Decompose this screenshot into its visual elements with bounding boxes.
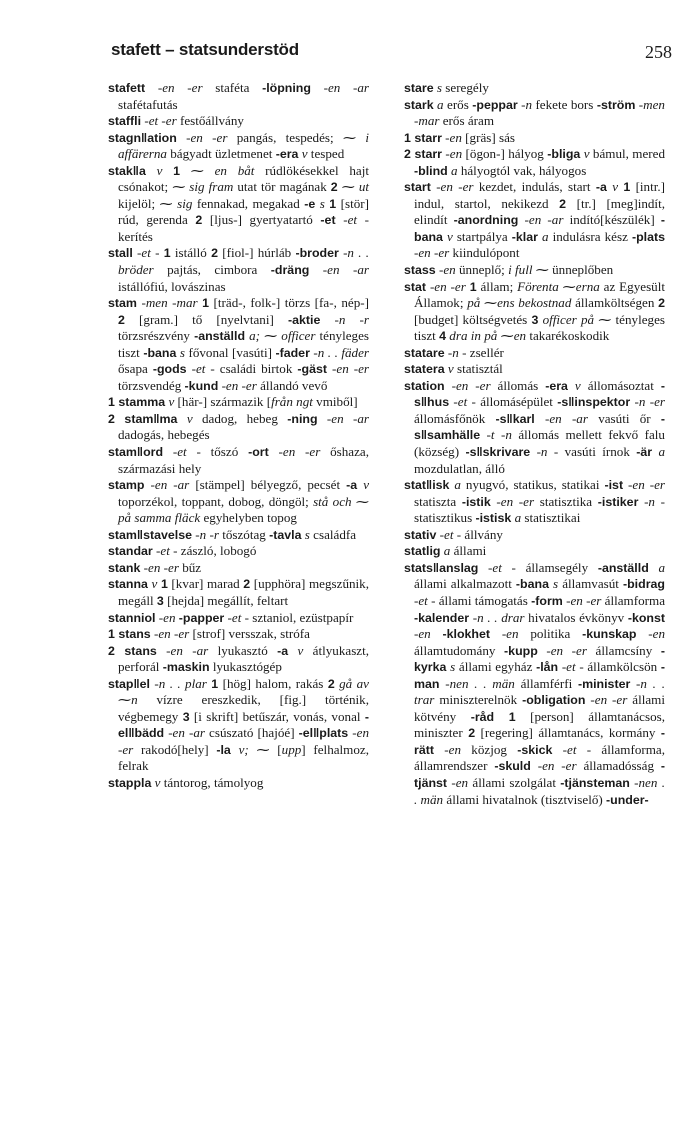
dictionary-entry: start -en -er kezdet, indulás, start -a v 1 [intr.] indul, startol, nekikezd 2 [tr.] [meg]indít, elindít -anordning -en -ar indító[készülék] -bana v startpálya -klar a indulásra kész -plats -en -er kiindulópont <box>404 179 666 261</box>
dictionary-entry: 1 stamma v [här-] származik [från ngt vmiből] <box>108 394 358 410</box>
left-column <box>108 80 369 792</box>
dictionary-entry: station -en -er állomás -era v állomásoztat -s‖hus -et - állomásépület -s‖inspektor -n -er állomásfőnök -s‖karl -en -ar vasúti őr -s‖samhälle -t -n állomás mellett fekvő falu (község) -s‖skrivare -n - vasúti írnok -är a mozdulatlan, álló <box>404 377 665 476</box>
dictionary-entry: statare -n - zsellér <box>404 344 504 360</box>
dictionary-entry: stam‖stavelse -n -r tőszótag -tavla s családfa <box>108 526 357 542</box>
dictionary-entry: stat -en -er 1 állam; Förenta ⁓erna az Egyesült Államok; på ⁓ens bekostnad államköltségen 2 [budget] költségvetés 3 officer på ⁓ tényleges tiszt 4 dra in på ⁓en takarékoskodik <box>404 278 665 344</box>
dictionary-entry: 1 starr -en [gräs] sás <box>404 129 515 145</box>
dictionary-entry: stativ -et - állvány <box>404 526 503 542</box>
dictionary-entry: standar -et - zászló, lobogó <box>108 543 257 559</box>
dictionary-entry: stank -en -er bűz <box>108 559 202 575</box>
dictionary-entry: stark a erős -peppar -n fekete bors -ström -men -mar erős áram <box>404 96 665 129</box>
dictionary-entry: stam -men -mar 1 [träd-, folk-] törzs [fa-, nép-] 2 [gram.] tő [nyelvtani] -aktie -n -r törzsrészvény -anställd a; ⁓ officer tényleges tiszt -bana s fővonal [vasúti] -fader -n . . fäder ősapa -gods -et - családi birtok -gäst -en -er törzsvendég -kund -en -er állandó vevő <box>108 295 370 393</box>
dictionary-entry: stats‖anslag -et - államsegély -anställd a állami alkalmazott -bana s államvasút -bidrag -et - állami támogatás -form -en -er államforma -kalender -n . . drar hivatalos évkönyv -konst -en -klokhet -en politika -kunskap -en államtudomány -kupp -en -er államcsíny -kyrka s állami egyház -lån -et - államkölcsön -man -nen . . män államférfi -minister -n . . trar miniszterelnök -obligation -en -er állami kötvény -råd 1 [person] államtanácsos, miniszter 2 [regering] államtanács, kormány -rätt -en közjog -skick -et - államforma, államrendszer -skuld -en -er államadósság -tjänst -en állami szolgálat -tjänsteman -nen . . män állami hivatalnok (tisztviselő) -under- <box>404 559 666 807</box>
running-head: stafett – statsunderstöd <box>111 40 299 59</box>
dictionary-entry: stagn‖ation -en -er pangás, tespedés; ⁓ i affärerna bágyadt üzletmenet -era v tesped <box>108 129 369 162</box>
dictionary-entry: 2 stam‖ma v dadog, hebeg -ning -en -ar dadogás, hebegés <box>108 410 370 443</box>
dictionary-entry: 2 stans -en -ar lyukasztó -a v átlyukaszt, perforál -maskin lyukasztógép <box>108 642 370 675</box>
dictionary-entry: statera v statisztál <box>404 361 503 377</box>
page-number: 258 <box>645 42 672 62</box>
dictionary-entry: stat‖isk a nyugvó, statikus, statikai -ist -en -er statiszta -istik -en -er statisztika -istiker -n - statisztikus -istisk a statisztikai <box>404 477 665 526</box>
dictionary-entry: stafett -en -er staféta -löpning -en -ar stafétafutás <box>108 80 370 112</box>
dictionary-entry: statlig a állami <box>404 543 487 559</box>
dictionary-entry: stanna v 1 [kvar] marad 2 [upphöra] megszűnik, megáll 3 [hejda] megállít, feltart <box>108 576 369 608</box>
dictionary-entry: stap‖el -n . . plar 1 [hög] halom, rakás 2 gå av ⁓n vízre ereszkedik, [fig.] történik, végbemegy 3 [i skrift] betűszár, vonás, vonal -el‖bädd -en -ar csúszató [hajóé] -el‖plats -en -er rakodó[hely] -la v; ⁓ [upp] felhalmoz, felrak <box>108 675 370 774</box>
dictionary-entry: stanniol -en -papper -et - sztaniol, ezüstpapír <box>108 609 354 625</box>
dictionary-entry: stall -et - 1 istálló 2 [fiol-] húrláb -broder -n . . bröder pajtás, cimbora -dräng -en -ar istállófiú, lovászinas <box>108 245 369 294</box>
dictionary-entry: stam‖ord -et - tőszó -ort -en -er őshaza, származási hely <box>108 444 369 476</box>
right-column <box>404 80 665 808</box>
dictionary-entry: stak‖a v 1 ⁓ en båt rúdlökésekkel hajt csónakot; ⁓ sig fram utat tör magának 2 ⁓ ut kijelöl; ⁓ sig fennakad, megakad -e s 1 [stör] rúd, gerenda 2 [ljus-] gyertyatartó -et -et - kerítés <box>108 162 369 244</box>
dictionary-entry: stass -en ünneplő; i full ⁓ ünneplőben <box>404 262 614 278</box>
dictionary-entry: stare s seregély <box>404 80 489 95</box>
dictionary-entry: staffli -et -er festőállvány <box>108 113 244 129</box>
dictionary-entry: 2 starr -en [ögon-] hályog -bliga v bámul, mered -blind a hályogtól vak, hályogos <box>404 146 666 178</box>
dictionary-entry: stappla v tántorog, támolyog <box>108 774 264 790</box>
dictionary-entry: stamp -en -ar [stämpel] bélyegző, pecsét -a v toporzékol, toppant, dobog, döngöl; stå och ⁓ på samma fläck egyhelyben topog <box>108 477 369 526</box>
dictionary-entry: 1 stans -en -er [strof] versszak, strófa <box>108 626 310 642</box>
